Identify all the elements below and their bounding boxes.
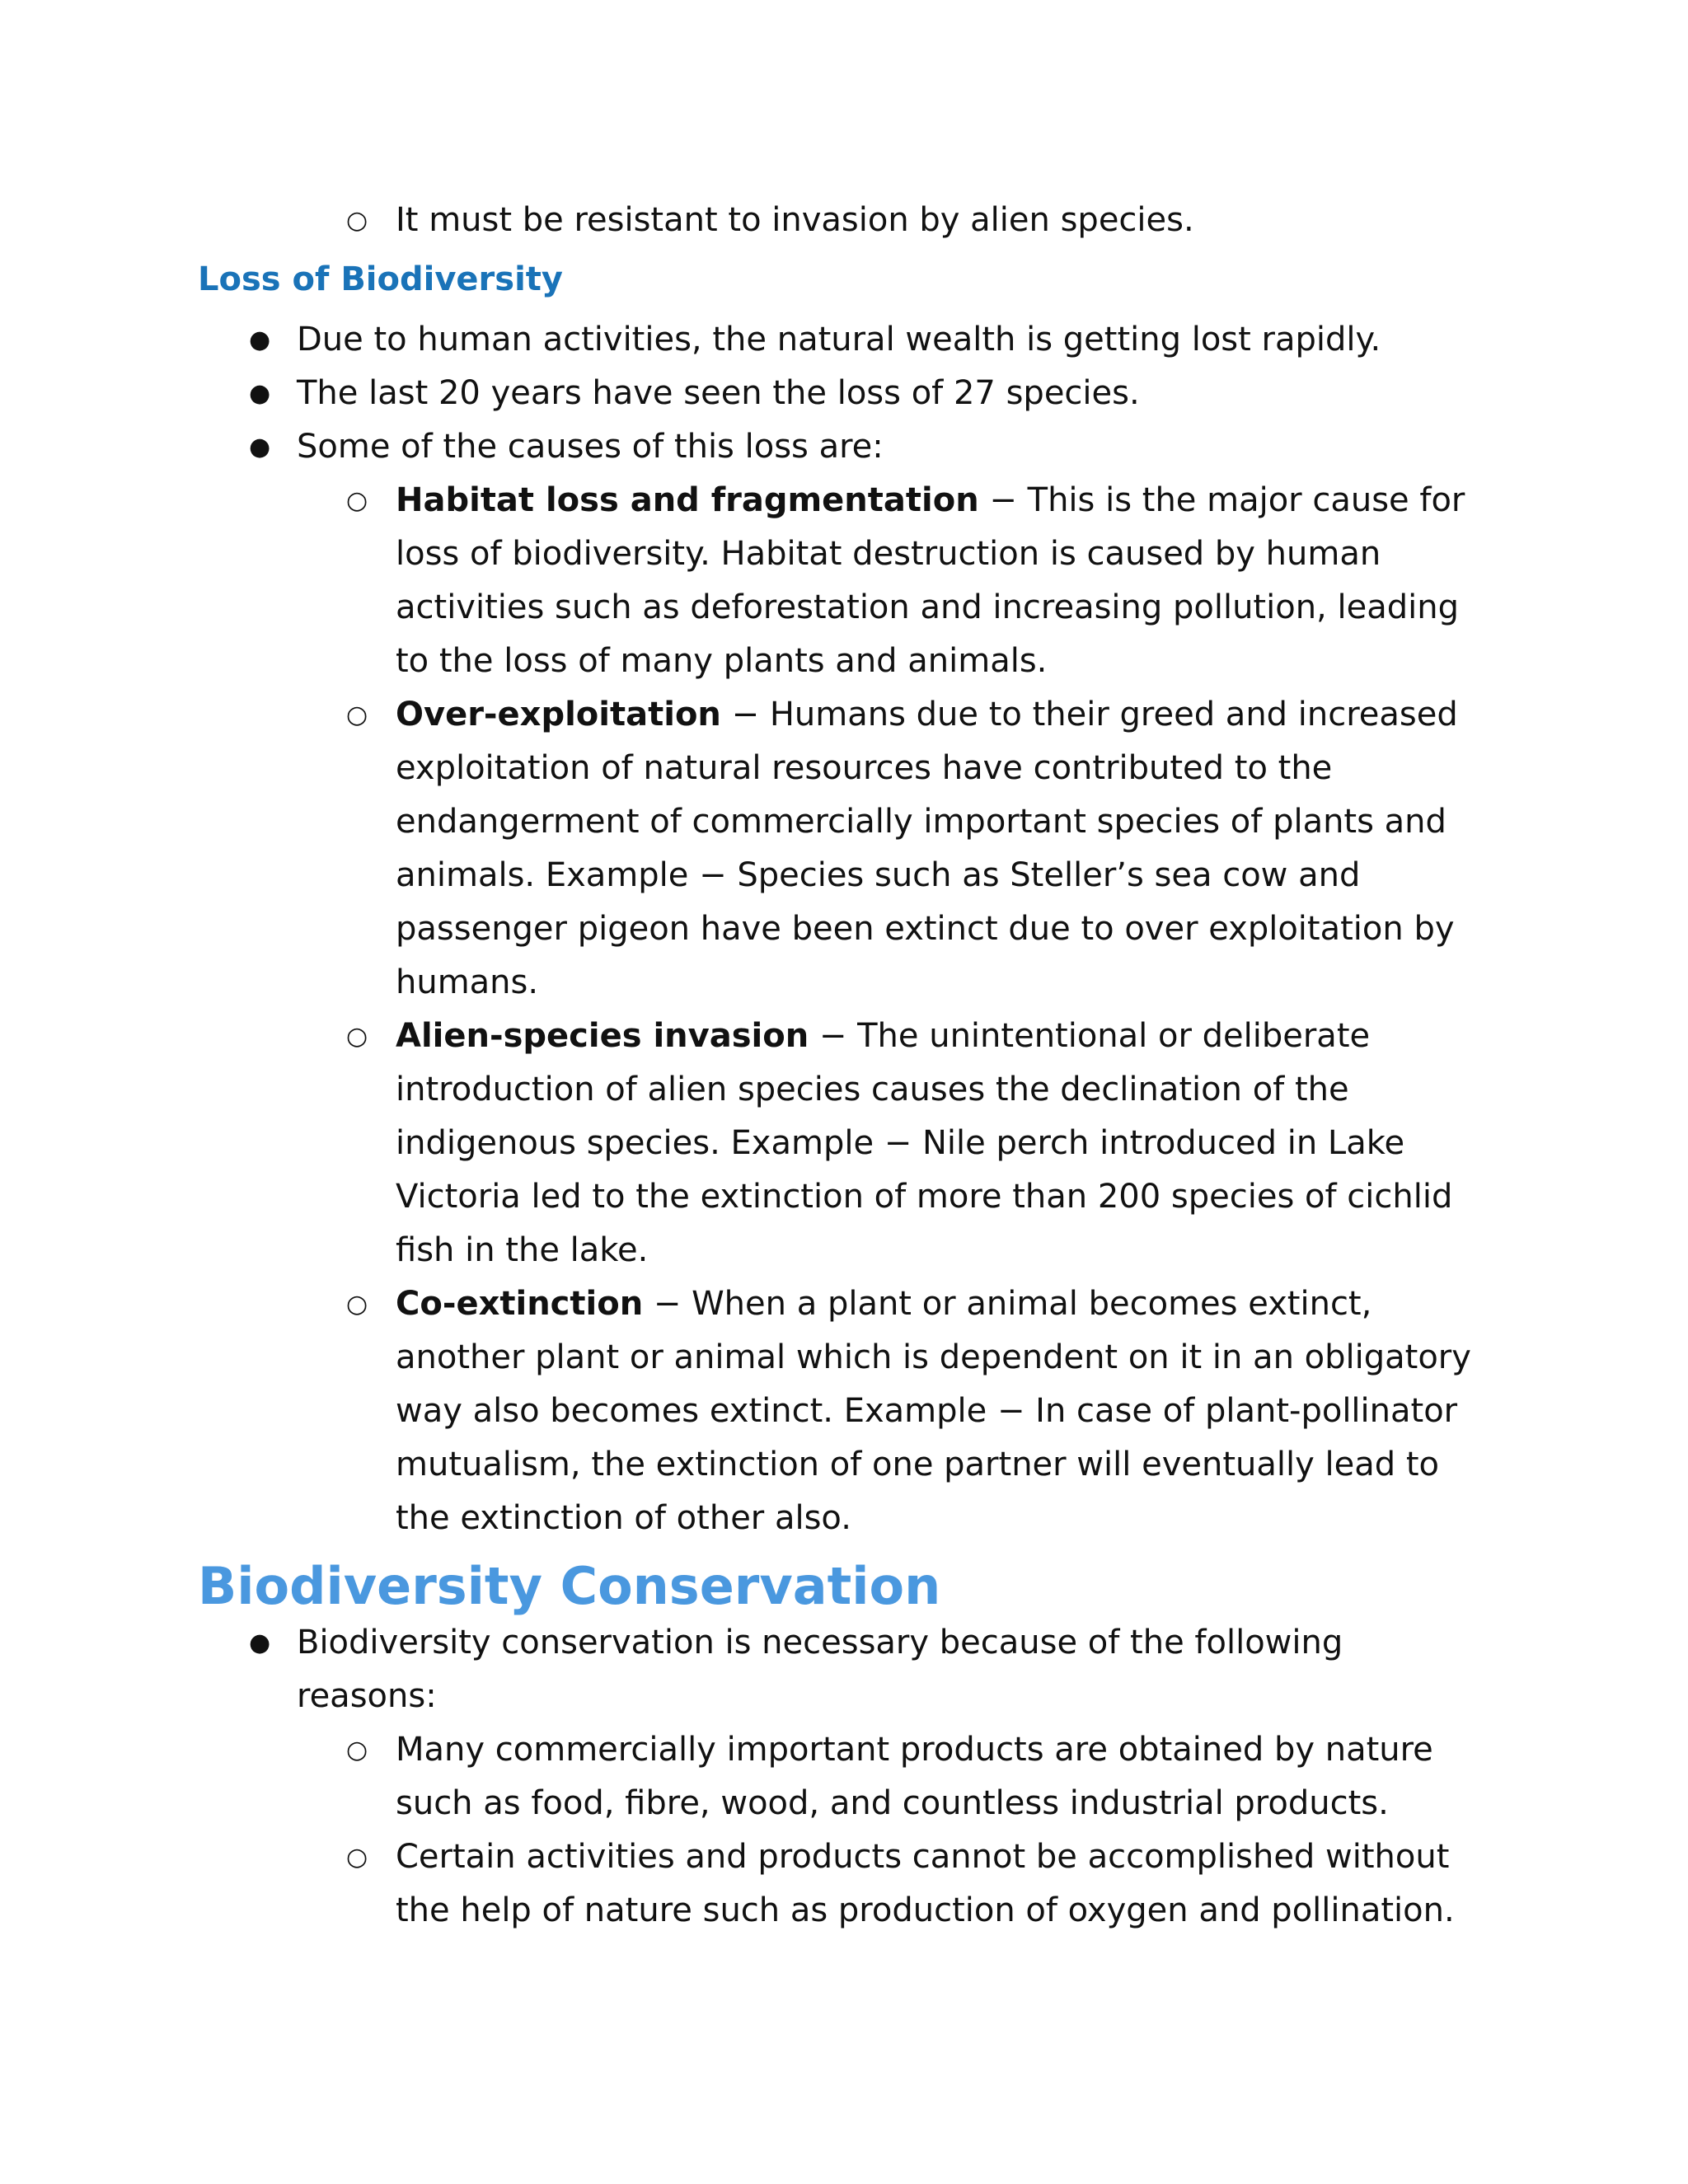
cause-term: Co-extinction <box>396 1285 644 1323</box>
filled-bullet-icon: ● <box>249 433 271 462</box>
hollow-bullet-icon: ○ <box>346 206 368 235</box>
hollow-bullet-icon: ○ <box>346 1022 368 1051</box>
list-item <box>297 1010 1484 1277</box>
reasons-list <box>297 1723 1484 1938</box>
list-item <box>198 1616 1484 1938</box>
cause-text: − When a plant or animal becomes extinct, another plant or animal which is dependent on it in an obligatory way also becomes extinct. Example − In case of plant-pollinator mutualism, the extinction of one partner will eventually lead to the extinction of other also. <box>396 1285 1471 1537</box>
hollow-bullet-icon: ○ <box>346 486 368 515</box>
filled-bullet-icon: ● <box>249 326 271 354</box>
cause-term: Habitat loss and fragmentation <box>396 481 979 519</box>
hollow-bullet-icon: ○ <box>346 701 368 729</box>
list-item <box>297 474 1484 688</box>
list-item <box>198 367 1484 420</box>
hollow-bullet-icon: ○ <box>346 1736 368 1765</box>
causes-list <box>297 474 1484 1545</box>
hollow-bullet-icon: ○ <box>346 1290 368 1319</box>
continued-list <box>198 194 1484 247</box>
cause-text: − Humans due to their greed and increased exploitation of natural resources have contributed to the endangerment of commercially important species of plants and animals. Example − Species such as Steller’s sea cow and passenger pigeon have been extinct due to over exploitation by humans. <box>396 696 1458 1001</box>
cause-text: − This is the major cause for loss of biodiversity. Habitat destruction is caused by human activities such as deforestation and increasing pollution, leading to the loss of many plants and animals. <box>396 481 1465 680</box>
section-heading-conservation: Biodiversity Conservation <box>198 1556 941 1616</box>
cause-text: − The unintentional or deliberate introduction of alien species causes the declination of the indigenous species. Example − Nile perch introduced in Lake Victoria led to the extinction of more than 200 species of cichlid fish in the lake. <box>396 1017 1453 1269</box>
loss-bullet-list <box>198 313 1484 1545</box>
list-item-text: Some of the causes of this loss are: <box>297 428 884 466</box>
list-item-text: Certain activities and products cannot be accomplished without the help of nature such as production of oxygen and pollination. <box>396 1838 1455 1929</box>
list-item <box>198 313 1484 367</box>
list-item <box>198 194 1484 247</box>
list-item-text: Due to human activities, the natural wealth is getting lost rapidly. <box>297 321 1381 359</box>
document-page <box>198 194 1484 1938</box>
list-item-text: It must be resistant to invasion by alien species. <box>396 201 1194 239</box>
list-item-text: The last 20 years have seen the loss of 27 species. <box>297 374 1140 412</box>
section-heading-loss: Loss of Biodiversity <box>198 260 563 298</box>
list-item-text: Many commercially important products are obtained by nature such as food, fibre, wood, and countless industrial products. <box>396 1731 1433 1822</box>
filled-bullet-icon: ● <box>249 379 271 408</box>
list-item <box>297 1723 1484 1830</box>
hollow-bullet-icon: ○ <box>346 1843 368 1872</box>
cause-term: Over-exploitation <box>396 696 721 733</box>
list-item <box>297 1277 1484 1545</box>
list-item <box>297 1830 1484 1938</box>
list-item-text: Biodiversity conservation is necessary because of the following reasons: <box>297 1624 1343 1715</box>
list-item <box>198 420 1484 1545</box>
cause-term: Alien-species invasion <box>396 1017 809 1055</box>
conservation-bullet-list <box>198 1616 1484 1938</box>
list-item <box>297 688 1484 1010</box>
filled-bullet-icon: ● <box>249 1629 271 1657</box>
